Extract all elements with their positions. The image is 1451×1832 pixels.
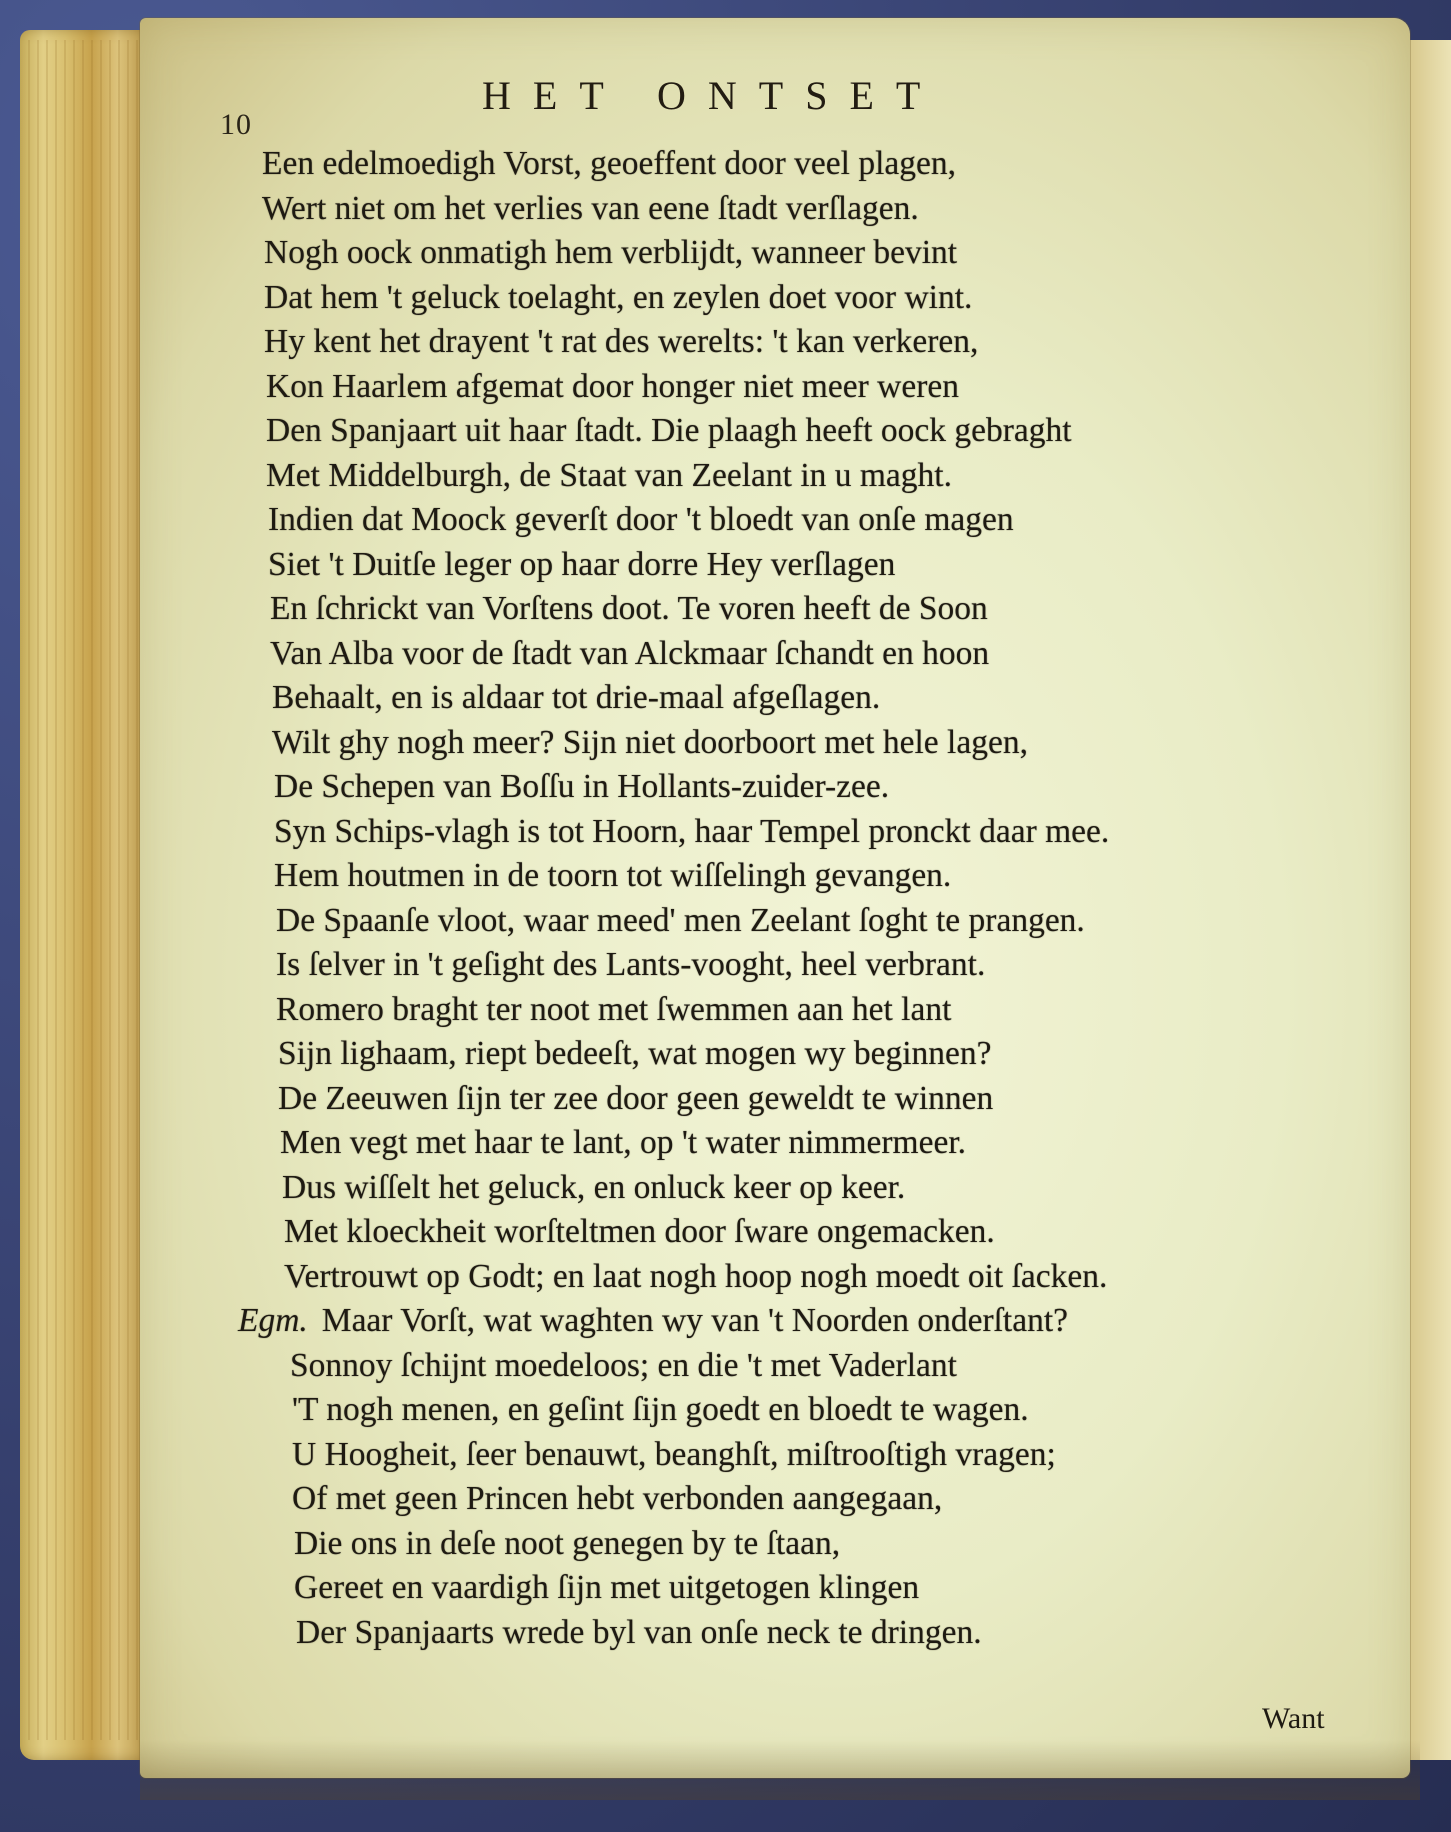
verse-line xyxy=(262,276,1342,321)
verse-line xyxy=(262,1566,1342,1611)
verse-line xyxy=(262,1522,1342,1567)
verse-line xyxy=(262,1388,1342,1433)
verse-line-text: Wilt ghy nogh meer? Sijn niet doorboort met hele lagen, xyxy=(272,723,1028,761)
verse-line-text: Dus wiſſelt het geluck, en onluck keer op keer. xyxy=(282,1168,906,1206)
verse-line xyxy=(262,1210,1342,1255)
verse-line-text: Of met geen Princen hebt verbonden aangegaan, xyxy=(292,1480,943,1517)
verse-line-text: De Zeeuwen ſijn ter zee door geen geweldt te winnen xyxy=(278,1079,994,1117)
verse-line xyxy=(262,721,1342,766)
verse-line-text: Die ons in deſe noot genegen by te ſtaan, xyxy=(294,1524,841,1562)
verse-line-text: De Schepen van Boſſu in Hollants-zuider-zee. xyxy=(274,768,890,805)
verse-line xyxy=(262,1611,1342,1656)
verse-line-text: Den Spanjaart uit haar ſtadt. Die plaagh heeft oock gebraght xyxy=(266,412,1072,449)
page-edge-lines xyxy=(28,40,138,1740)
verse-line-text: 'T nogh menen, en geſint ſijn goedt en bloedt te wagen. xyxy=(292,1391,1029,1428)
verse-line-text: Sijn lighaam, riept bedeeſt, wat mogen wy beginnen? xyxy=(278,1035,992,1072)
verse-line-text: Met kloeckheit worſteltmen door ſware ongemacken. xyxy=(284,1213,995,1250)
verse-line-text: Maar Vorſt, wat waghten wy van 't Noorden onderſtant? xyxy=(321,1302,1069,1339)
verse-line xyxy=(262,1166,1342,1211)
verse-line xyxy=(262,676,1342,721)
verse-line-text: De Spaanſe vloot, waar meed' men Zeelant ſoght te prangen. xyxy=(276,901,1085,939)
verse-line-text: En ſchrickt van Vorſtens doot. Te voren heeft de Soon xyxy=(270,590,988,627)
verse-line-text: Een edelmoedigh Vorst, geoeffent door veel plagen, xyxy=(262,145,956,182)
verse-line-text: Vertrouwt op Godt; en laat nogh hoop nogh moedt oit ſacken. xyxy=(284,1257,1108,1295)
verse-line xyxy=(262,409,1342,454)
verse-line-text: Met Middelburgh, de Staat van Zeelant in u maght. xyxy=(266,456,952,494)
verse-line-text: U Hoogheit, ſeer benauwt, beanghſt, miſtrooſtigh vragen; xyxy=(292,1435,1056,1473)
verse-line-text: Hem houtmen in de toorn tot wiſſelingh gevangen. xyxy=(274,857,952,894)
verse-line xyxy=(262,587,1342,632)
verse-line xyxy=(262,1255,1342,1300)
verse-line xyxy=(262,1077,1342,1122)
verse-line-text: Wert niet om het verlies van eene ſtadt verſlagen. xyxy=(262,189,919,227)
verse-line xyxy=(262,854,1342,899)
verse-line xyxy=(262,1433,1342,1478)
verse-line xyxy=(262,1121,1342,1166)
verse-line-text: Behaalt, en is aldaar tot drie-maal afgeſlagen. xyxy=(272,679,881,716)
verse-line-text: Men vegt met haar te lant, op 't water nimmermeer. xyxy=(280,1124,967,1161)
verse-line-text: Sonnoy ſchijnt moedeloos; en die 't met Vaderlant xyxy=(290,1346,957,1384)
verse-line xyxy=(262,1032,1342,1077)
verse-line-text: Siet 't Duitſe leger op haar dorre Hey verſlagen xyxy=(268,545,896,583)
running-head: HET ONTSET xyxy=(482,73,943,118)
verse-line xyxy=(262,320,1342,365)
verse-line-text: Gereet en vaardigh ſijn met uitgetogen klingen xyxy=(294,1569,920,1606)
verse-line xyxy=(262,1477,1342,1522)
verse-line xyxy=(262,187,1342,232)
verse-line-text: Nogh oock onmatigh hem verblijdt, wanneer bevint xyxy=(264,234,958,271)
verse-line xyxy=(262,498,1342,543)
verse-line xyxy=(262,543,1342,588)
verse-line-text: Indien dat Moock geverſt door 't bloedt van onſe magen xyxy=(268,501,1014,538)
catchword: Want xyxy=(1262,1702,1325,1735)
verse-line xyxy=(262,988,1342,1033)
verse-line-text: Hy kent het drayent 't rat des werelts: 't kan verkeren, xyxy=(264,323,979,360)
verse-line xyxy=(262,810,1342,855)
verse-line xyxy=(262,899,1342,944)
verse-line xyxy=(262,765,1342,810)
verse-line xyxy=(238,1299,1342,1344)
verse-line-text: Is ſelver in 't geſight des Lants-vooght, heel verbrant. xyxy=(276,946,986,983)
verse-line xyxy=(262,1344,1342,1389)
verse-text xyxy=(238,142,1342,1655)
verse-line xyxy=(262,365,1342,410)
verse-line xyxy=(262,142,1342,187)
verse-line-text: Romero braght ter noot met ſwemmen aan het lant xyxy=(276,990,952,1028)
verse-line xyxy=(262,632,1342,677)
verse-line-text: Syn Schips-vlagh is tot Hoorn, haar Tempel pronckt daar mee. xyxy=(274,812,1110,850)
verse-line-text: Kon Haarlem afgemat door honger niet meer weren xyxy=(266,367,959,405)
verse-line-text: Der Spanjaarts wrede byl van onſe neck te dringen. xyxy=(296,1613,982,1651)
verse-line xyxy=(262,231,1342,276)
verse-line xyxy=(262,454,1342,499)
speaker-label: Egm. xyxy=(238,1302,308,1339)
page-number: 10 xyxy=(220,108,252,141)
verse-line-text: Van Alba voor de ſtadt van Alckmaar ſchandt en hoon xyxy=(270,634,990,672)
verse-line xyxy=(262,943,1342,988)
verse-line-text: Dat hem 't geluck toelaght, en zeylen doet voor wint. xyxy=(264,278,973,316)
page-bottom-shadow xyxy=(140,1740,1420,1800)
